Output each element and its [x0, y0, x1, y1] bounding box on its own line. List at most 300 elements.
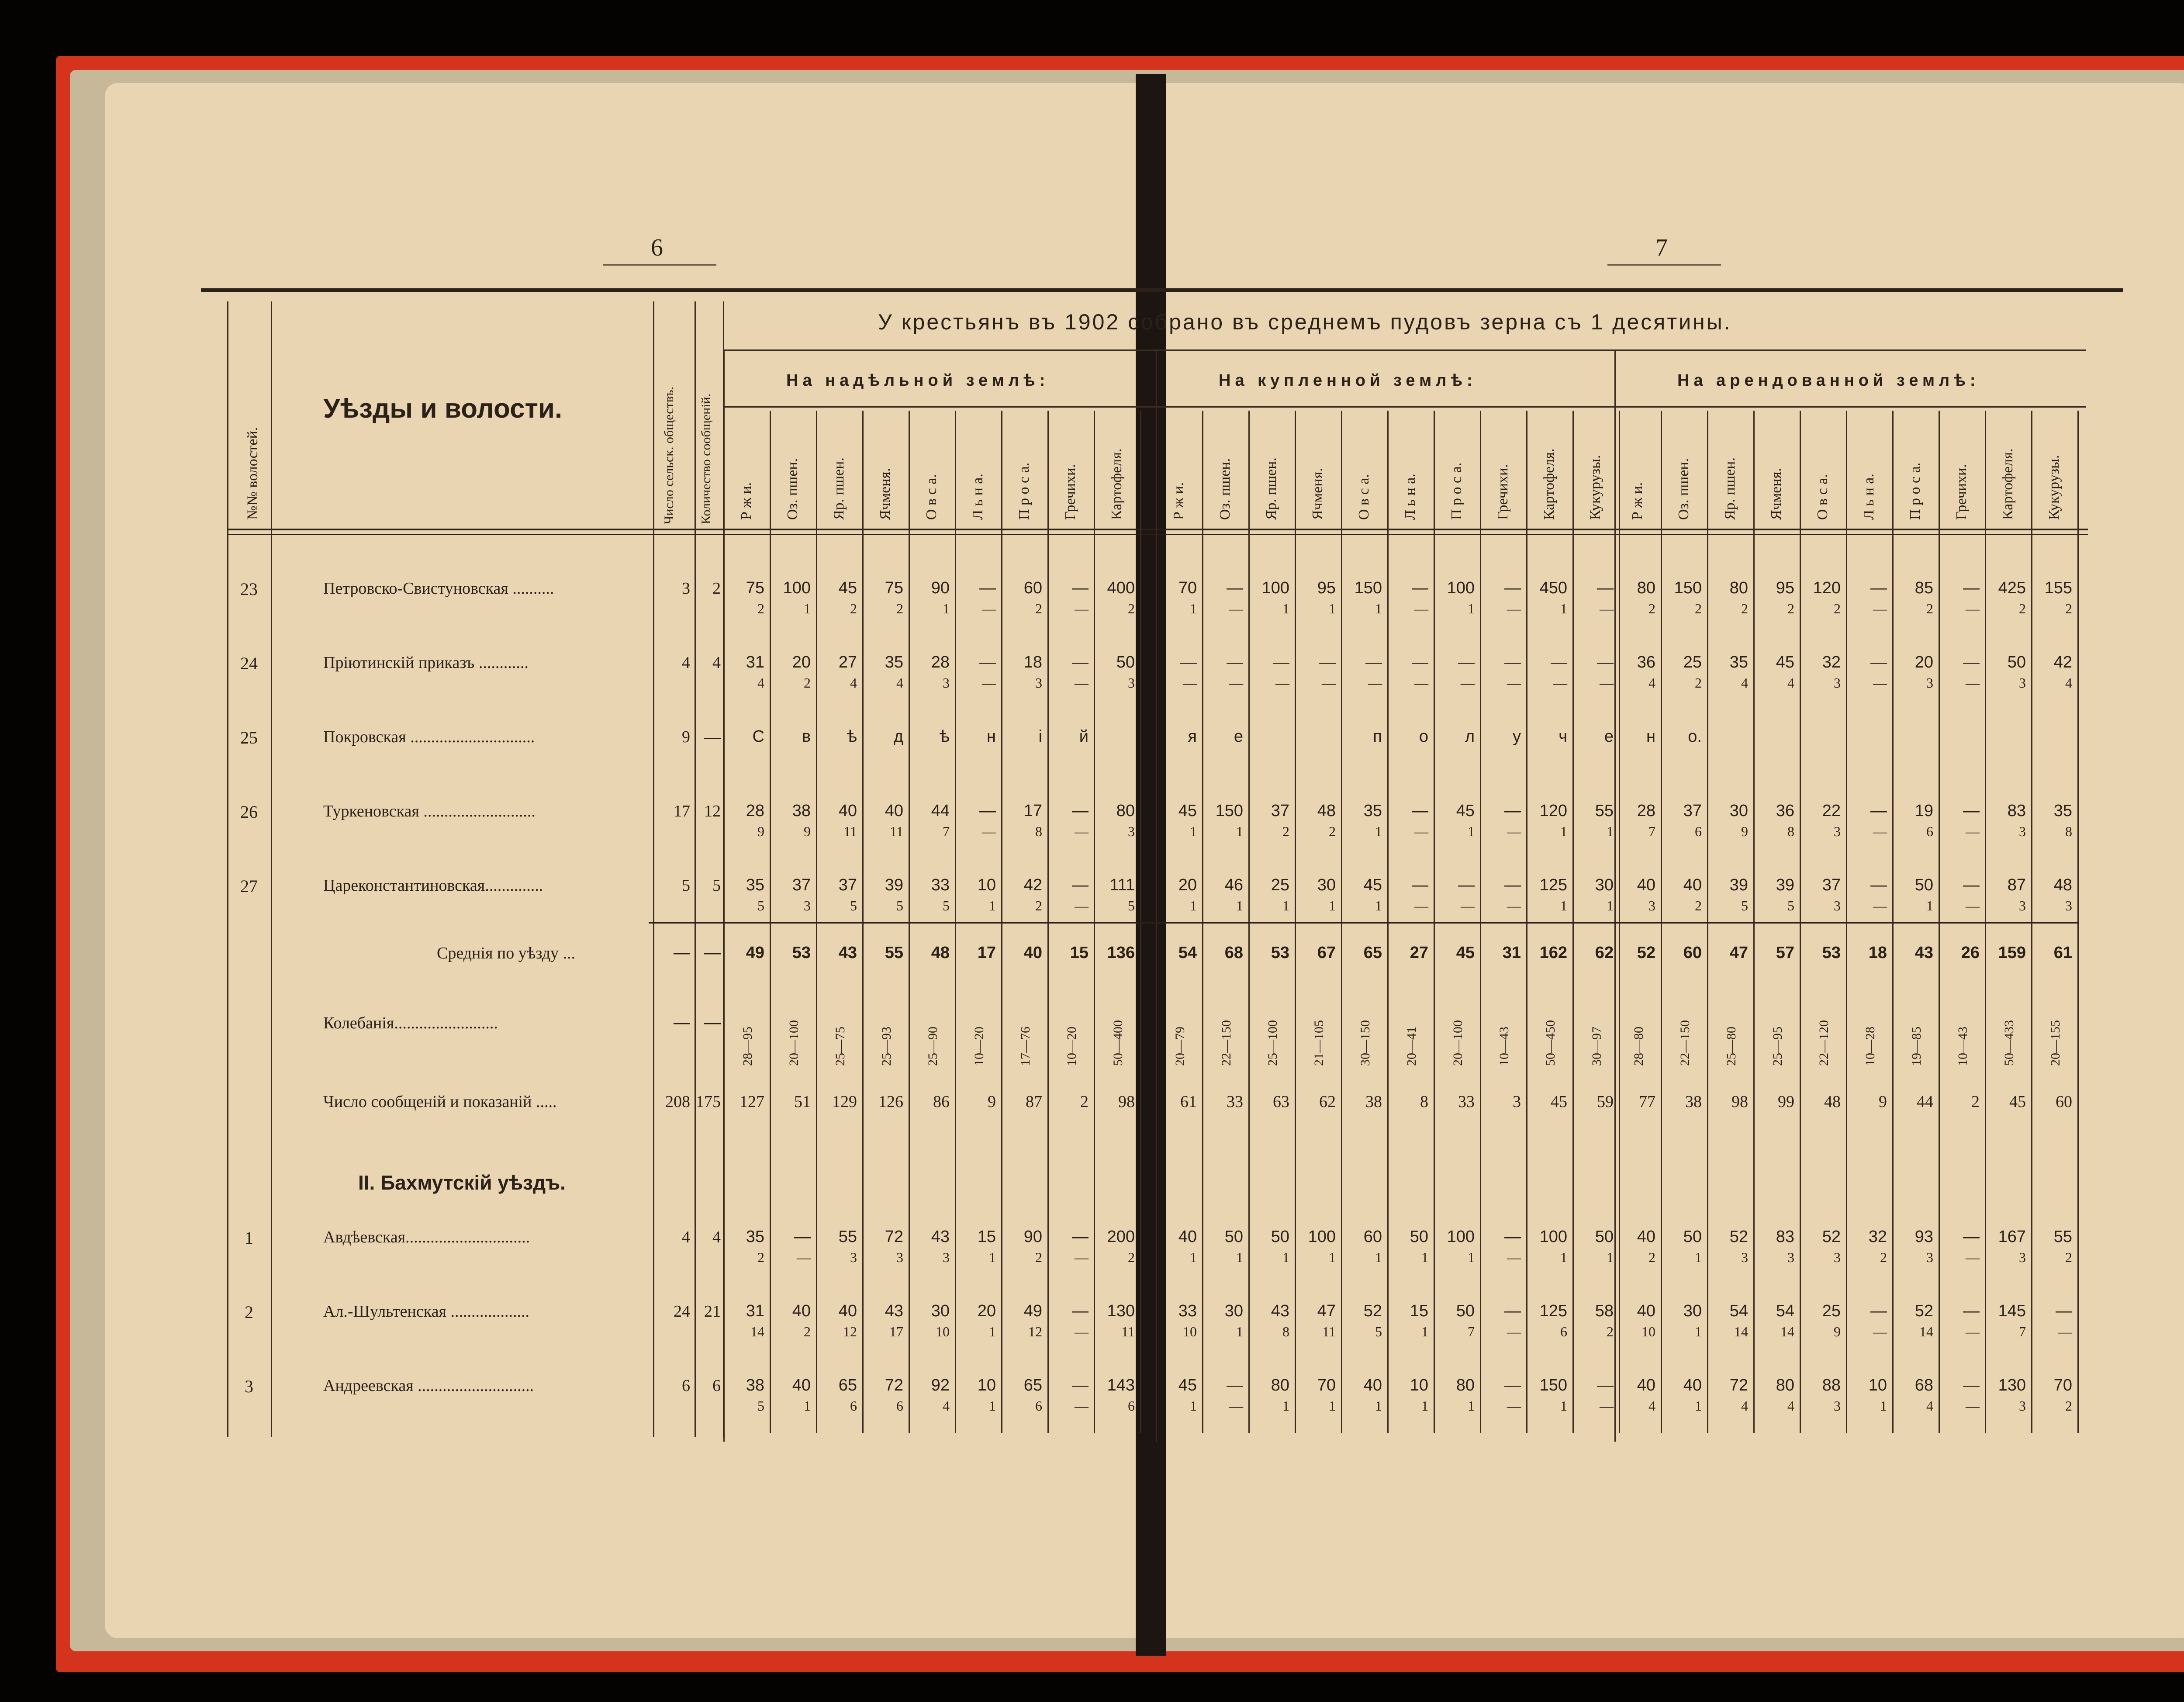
- group-header-1: На купленной землѣ:: [1219, 371, 1477, 390]
- cell-count: 2: [2019, 601, 2026, 616]
- cell-count: —: [982, 675, 996, 691]
- group-line-1: [1156, 349, 1157, 1442]
- cell-value: 80: [1456, 1376, 1475, 1394]
- row-reports: 12: [704, 802, 721, 820]
- column-header: О в с а.: [923, 474, 940, 520]
- cell-value: 37: [838, 876, 857, 894]
- cell-count: 8: [1282, 1324, 1289, 1339]
- cell-count: 2: [804, 1324, 811, 1339]
- cell-value: 50: [1914, 876, 1933, 894]
- range-value: 20—155: [2048, 1020, 2063, 1066]
- count-value: 77: [1639, 1093, 1655, 1111]
- cell-value: 45: [1776, 653, 1794, 671]
- cell-value: 31: [746, 653, 764, 671]
- cell-value: 25: [1822, 1302, 1841, 1320]
- row-name: Покровская ..............................: [323, 728, 535, 746]
- cell-value: 143: [1107, 1376, 1135, 1394]
- cell-count: —: [797, 1249, 811, 1265]
- cell-count: —: [1966, 601, 1980, 616]
- count-c2: 175: [696, 1093, 721, 1111]
- count-label: Число сообщеній и показаній .....: [323, 1093, 557, 1111]
- column-header: Оз. пшен.: [784, 458, 801, 520]
- range-value: 28—80: [1631, 1027, 1646, 1066]
- count-value: 38: [1685, 1093, 1702, 1111]
- range-value: 10—20: [972, 1027, 986, 1066]
- column-header: Яр. пшен.: [1722, 457, 1738, 520]
- header-district: Уѣзды и волости.: [323, 394, 563, 424]
- avg-value: 26: [1961, 944, 1980, 962]
- cell-value: 125: [1539, 1302, 1567, 1320]
- cell-value: 30: [1595, 876, 1614, 894]
- cell-value: —: [1870, 1302, 1887, 1320]
- cell-count: —: [1229, 1398, 1243, 1414]
- count-value: 127: [740, 1093, 764, 1111]
- cell-value: 150: [1354, 579, 1382, 597]
- cell-value: 90: [1023, 1228, 1042, 1246]
- cell-value: —: [979, 653, 996, 671]
- column-header: Картофеля.: [1109, 448, 1125, 520]
- range-value: 22—150: [1219, 1020, 1234, 1066]
- column-header: Гречихи.: [1495, 464, 1511, 520]
- cell-value: л: [1465, 727, 1475, 746]
- cell-value: —: [979, 802, 996, 820]
- cell-count: 1: [1695, 1324, 1702, 1339]
- cell-value: 50: [2007, 653, 2026, 671]
- cell-value: 10: [977, 1376, 996, 1394]
- cell-value: —: [1458, 876, 1475, 894]
- cell-value: —: [1365, 653, 1382, 671]
- range-value: 20—41: [1404, 1027, 1419, 1066]
- cell-count: 2: [1787, 601, 1794, 616]
- count-value: 98: [1731, 1093, 1748, 1111]
- cell-count: 11: [843, 823, 857, 839]
- avg-value: 53: [1271, 944, 1289, 962]
- cell-value: 40: [885, 802, 903, 820]
- cell-value: 18: [1023, 653, 1042, 671]
- cell-count: —: [1075, 823, 1089, 839]
- cell-count: 2: [1926, 601, 1933, 616]
- cell-count: 2: [1648, 1249, 1655, 1265]
- cell-count: 5: [1128, 898, 1135, 913]
- cell-value: 54: [1729, 1302, 1748, 1320]
- cell-count: 3: [850, 1249, 857, 1265]
- cell-count: 14: [1919, 1324, 1933, 1339]
- cell-count: 1: [1236, 898, 1243, 913]
- cell-value: —: [1963, 579, 1980, 597]
- main-title: У крестьянъ въ 1902 собрано въ среднемъ пудовъ зерна съ 1 десятины.: [878, 310, 1732, 334]
- cell-value: 40: [1683, 1376, 1702, 1394]
- cell-value: 20: [977, 1302, 996, 1320]
- cell-count: 8: [2065, 823, 2072, 839]
- range-value: 20—79: [1173, 1027, 1187, 1066]
- cell-value: —: [1870, 653, 1887, 671]
- summary-rule: [649, 922, 2079, 924]
- cell-value: —: [1597, 653, 1614, 671]
- cell-value: —: [1504, 802, 1521, 820]
- cell-value: 28: [746, 802, 764, 820]
- avg-c2: —: [704, 944, 721, 962]
- cell-value: 38: [746, 1376, 764, 1394]
- column-header: Оз. пшен.: [1676, 458, 1692, 520]
- column-header: Р ж и.: [1171, 482, 1187, 520]
- avg-label: Среднія по уѣзду ...: [437, 944, 576, 962]
- column-header: Яр. пшен.: [1263, 457, 1279, 520]
- count-value: 8: [1420, 1093, 1428, 1111]
- cell-count: 3: [2019, 1249, 2026, 1265]
- cell-count: 3: [2019, 823, 2026, 839]
- cell-count: 5: [1787, 898, 1794, 913]
- cell-value: —: [1412, 876, 1428, 894]
- cell-value: 72: [885, 1376, 903, 1394]
- cell-value: 54: [1776, 1302, 1794, 1320]
- cell-value: й: [1079, 727, 1089, 746]
- avg-value: 61: [2053, 944, 2072, 962]
- cell-value: 28: [931, 653, 950, 671]
- cell-value: 50: [1271, 1228, 1289, 1246]
- cell-value: 50: [1456, 1302, 1475, 1320]
- cell-count: 1: [1468, 601, 1475, 616]
- cell-count: 2: [1128, 1249, 1135, 1265]
- row-number: 23: [240, 579, 258, 599]
- cell-count: 2: [757, 1249, 764, 1265]
- cell-count: 6: [1560, 1324, 1567, 1339]
- cell-count: 1: [1880, 1398, 1887, 1414]
- cell-value: 50: [1595, 1228, 1614, 1246]
- cell-count: 2: [2065, 1249, 2072, 1265]
- cell-count: —: [1966, 898, 1980, 913]
- cell-value: —: [1072, 802, 1089, 820]
- cell-value: 17: [1023, 802, 1042, 820]
- avg-value: 136: [1107, 944, 1135, 962]
- page-number-rule-right: [1607, 264, 1721, 266]
- cell-value: 87: [2007, 876, 2026, 894]
- cell-count: —: [1966, 1398, 1980, 1414]
- cell-value: —: [1072, 1228, 1089, 1246]
- cell-value: 145: [1998, 1302, 2026, 1320]
- cell-count: 2: [1695, 898, 1702, 913]
- row-communities: 24: [674, 1302, 690, 1321]
- avg-value: 43: [838, 944, 857, 962]
- cell-value: 30: [1683, 1302, 1702, 1320]
- cell-count: —: [1229, 601, 1243, 616]
- cell-count: 1: [1329, 1249, 1336, 1265]
- cell-value: 92: [931, 1376, 950, 1394]
- cell-value: 450: [1539, 579, 1567, 597]
- cell-value: 30: [1224, 1302, 1243, 1320]
- cell-count: —: [1507, 675, 1521, 691]
- cell-value: —: [1319, 653, 1336, 671]
- cell-count: 8: [1035, 823, 1042, 839]
- cell-count: —: [2058, 1324, 2072, 1339]
- cell-value: 40: [792, 1302, 811, 1320]
- cell-count: 1: [1375, 1398, 1382, 1414]
- range-value: 25—93: [879, 1027, 894, 1066]
- cell-count: —: [1461, 898, 1475, 913]
- cell-value: 33: [931, 876, 950, 894]
- section-heading: II. Бахмутскій уѣздъ.: [358, 1171, 566, 1194]
- column-header: Картофеля.: [2000, 448, 2016, 520]
- cell-count: 1: [1421, 1398, 1428, 1414]
- cell-value: 48: [2053, 876, 2072, 894]
- column-header: Р ж и.: [1629, 482, 1645, 520]
- cell-count: 1: [1282, 898, 1289, 913]
- cell-value: 20: [792, 653, 811, 671]
- cell-count: 1: [804, 1398, 811, 1414]
- cell-count: 1: [1282, 601, 1289, 616]
- cell-count: —: [1461, 675, 1475, 691]
- cell-value: —: [1963, 1302, 1980, 1320]
- page-number-left: 6: [651, 234, 663, 261]
- range-value: 17—76: [1018, 1027, 1033, 1066]
- cell-count: —: [1275, 675, 1289, 691]
- cell-value: 35: [1729, 653, 1748, 671]
- cell-count: 10: [1183, 1324, 1197, 1339]
- range-value: 10—20: [1064, 1027, 1079, 1066]
- cell-count: 9: [757, 823, 764, 839]
- row-name: Пріютинскій приказъ ............: [323, 654, 529, 672]
- cell-value: 85: [1914, 579, 1933, 597]
- row-number: 2: [245, 1302, 253, 1322]
- cell-count: —: [1966, 1324, 1980, 1339]
- column-header: Яр. пшен.: [831, 457, 847, 520]
- cell-count: 11: [1322, 1324, 1336, 1339]
- cell-count: 2: [1329, 823, 1336, 839]
- cell-count: 2: [896, 601, 903, 616]
- cell-value: 120: [1813, 579, 1841, 597]
- cell-value: 70: [1178, 579, 1197, 597]
- cell-count: 1: [989, 1398, 996, 1414]
- cell-count: 2: [2065, 601, 2072, 616]
- cell-count: 1: [1236, 1249, 1243, 1265]
- cell-count: —: [1414, 601, 1428, 616]
- cell-count: 6: [1035, 1398, 1042, 1414]
- column-header: Ячменя.: [1768, 468, 1784, 520]
- cell-count: —: [1507, 1398, 1521, 1414]
- cell-value: 40: [1637, 1302, 1655, 1320]
- row-number: 24: [240, 654, 258, 673]
- cell-value: 65: [838, 1376, 857, 1394]
- cell-value: 40: [1363, 1376, 1382, 1394]
- column-header: О в с а.: [1356, 474, 1372, 520]
- header-bottom-rule-2: [227, 534, 2088, 535]
- column-header: Л ь н а.: [1402, 474, 1418, 520]
- cell-value: —: [1504, 1228, 1521, 1246]
- count-value: 129: [832, 1093, 857, 1111]
- cell-count: 10: [1641, 1324, 1655, 1339]
- cell-value: —: [794, 1228, 811, 1246]
- row-reports: 21: [704, 1302, 721, 1321]
- range-value: 10—43: [1956, 1027, 1970, 1066]
- cell-count: 5: [943, 898, 950, 913]
- cell-value: е: [1234, 727, 1243, 746]
- range-value: 20—100: [787, 1020, 801, 1066]
- cell-value: 95: [1317, 579, 1336, 597]
- cell-count: 3: [1834, 675, 1841, 691]
- cell-count: 12: [843, 1324, 857, 1339]
- avg-value: 31: [1502, 944, 1521, 962]
- range-value: 22—120: [1817, 1020, 1831, 1066]
- cell-value: 111: [1109, 876, 1135, 894]
- row-reports: 5: [712, 876, 721, 895]
- cell-value: —: [1072, 1302, 1089, 1320]
- cell-value: —: [1504, 876, 1521, 894]
- cell-value: —: [1597, 1376, 1614, 1394]
- cell-value: 75: [885, 579, 903, 597]
- cell-value: —: [1963, 653, 1980, 671]
- cell-value: 72: [885, 1228, 903, 1246]
- cell-value: 50: [1410, 1228, 1428, 1246]
- cell-count: 3: [2019, 675, 2026, 691]
- cell-value: 40: [1637, 1228, 1655, 1246]
- cell-count: 10: [936, 1324, 950, 1339]
- cell-count: 5: [1741, 898, 1748, 913]
- cell-count: 1: [1560, 1249, 1567, 1265]
- row-name: Андреевская ............................: [323, 1377, 534, 1395]
- row-reports: 4: [712, 1228, 721, 1246]
- row-name: Авдѣевская..............................: [323, 1228, 530, 1246]
- cell-value: 40: [838, 802, 857, 820]
- cell-value: —: [1412, 653, 1428, 671]
- count-value: 45: [2009, 1093, 2026, 1111]
- cell-value: 36: [1776, 802, 1794, 820]
- cell-count: 3: [2065, 898, 2072, 913]
- avg-value: 47: [1729, 944, 1748, 962]
- cell-count: 1: [989, 1249, 996, 1265]
- cell-value: 32: [1822, 653, 1841, 671]
- cell-value: 46: [1224, 876, 1243, 894]
- cell-count: 3: [1834, 823, 1841, 839]
- cell-count: 3: [1741, 1249, 1748, 1265]
- cell-count: 1: [1468, 1249, 1475, 1265]
- cell-value: 37: [1683, 802, 1702, 820]
- cell-count: —: [1322, 675, 1336, 691]
- cell-value: я: [1188, 727, 1197, 746]
- avg-value: 162: [1539, 944, 1567, 962]
- cell-value: 150: [1539, 1376, 1567, 1394]
- cell-count: 4: [1787, 675, 1794, 691]
- count-value: 87: [1026, 1093, 1042, 1111]
- cell-count: 1: [1329, 1398, 1336, 1414]
- cell-count: 3: [1834, 898, 1841, 913]
- count-value: 63: [1273, 1093, 1289, 1111]
- cell-count: 3: [943, 1249, 950, 1265]
- row-number: 26: [240, 802, 258, 822]
- cell-count: 1: [1695, 1249, 1702, 1265]
- cell-value: 32: [1868, 1228, 1887, 1246]
- cell-value: —: [2056, 1302, 2072, 1320]
- cell-value: 49: [1023, 1302, 1042, 1320]
- cell-value: і: [1038, 727, 1042, 746]
- cell-value: 15: [1410, 1302, 1428, 1320]
- cell-count: 3: [1648, 898, 1655, 913]
- cell-count: 11: [890, 823, 903, 839]
- cell-value: 52: [1914, 1302, 1933, 1320]
- row-communities: 6: [682, 1377, 690, 1395]
- count-value: 2: [1971, 1093, 1980, 1111]
- cell-value: 83: [2007, 802, 2026, 820]
- cell-value: у: [1513, 727, 1521, 746]
- cell-value: 90: [931, 579, 950, 597]
- cell-value: ч: [1559, 727, 1567, 746]
- cell-value: 93: [1914, 1228, 1933, 1246]
- cell-value: 150: [1674, 579, 1702, 597]
- count-value: 3: [1513, 1093, 1521, 1111]
- cell-count: 4: [896, 675, 903, 691]
- range-value: 21—105: [1312, 1020, 1326, 1066]
- cell-count: 5: [896, 898, 903, 913]
- column-header: О в с а.: [1814, 474, 1831, 520]
- cell-value: 39: [1729, 876, 1748, 894]
- count-value: 99: [1778, 1093, 1794, 1111]
- cell-value: —: [1963, 1376, 1980, 1394]
- row-name: Ал.-Шультенская ...................: [323, 1302, 529, 1321]
- cell-value: 200: [1107, 1228, 1135, 1246]
- cell-count: 2: [1880, 1249, 1887, 1265]
- count-value: 33: [1227, 1093, 1243, 1111]
- row-reports: —: [704, 728, 721, 746]
- cell-count: 3: [2019, 1398, 2026, 1414]
- cell-count: 4: [1648, 1398, 1655, 1414]
- avg-value: 54: [1178, 944, 1197, 962]
- cell-value: ѣ: [939, 727, 950, 746]
- col-line-num: [271, 301, 272, 1437]
- row-communities: 4: [682, 654, 690, 672]
- range-value: 25—95: [1770, 1027, 1785, 1066]
- count-c1: 208: [665, 1093, 690, 1111]
- cell-count: 5: [757, 1398, 764, 1414]
- cell-count: 6: [1128, 1398, 1135, 1414]
- cell-value: —: [1870, 802, 1887, 820]
- cell-value: 167: [1998, 1228, 2026, 1246]
- cell-count: 2: [1128, 601, 1135, 616]
- cell-count: 1: [1236, 823, 1243, 839]
- cell-value: —: [1072, 1376, 1089, 1394]
- cell-count: 1: [1329, 601, 1336, 616]
- cell-value: 50: [1116, 653, 1135, 671]
- cell-value: —: [1072, 653, 1089, 671]
- cell-value: 100: [1539, 1228, 1567, 1246]
- row-number: 25: [240, 728, 258, 747]
- cell-count: —: [1507, 1249, 1521, 1265]
- row-communities: 4: [682, 1228, 690, 1246]
- cell-value: 130: [1107, 1302, 1135, 1320]
- column-header: Ячменя.: [877, 468, 893, 520]
- cell-count: 8: [1787, 823, 1794, 839]
- header-communities: Число сельск. обществъ.: [662, 386, 676, 524]
- cell-count: 4: [1787, 1398, 1794, 1414]
- cell-value: 45: [1178, 802, 1197, 820]
- cell-value: 83: [1776, 1228, 1794, 1246]
- cell-count: —: [1507, 823, 1521, 839]
- count-value: 45: [1551, 1093, 1567, 1111]
- cell-count: 3: [896, 1249, 903, 1265]
- cell-count: 3: [1128, 675, 1135, 691]
- column-header: Кукурузы.: [2046, 455, 2062, 520]
- range-value: 25—80: [1724, 1027, 1738, 1066]
- avg-value: 43: [1914, 944, 1933, 962]
- cell-count: 1: [1421, 1249, 1428, 1265]
- cell-count: 9: [1741, 823, 1748, 839]
- cell-value: 55: [2053, 1228, 2072, 1246]
- cell-count: 17: [889, 1324, 903, 1339]
- cell-count: 4: [1648, 675, 1655, 691]
- cell-value: —: [1504, 579, 1521, 597]
- cell-count: 3: [1834, 1249, 1841, 1265]
- cell-value: —: [1504, 1376, 1521, 1394]
- cell-count: 2: [1035, 1249, 1042, 1265]
- cell-count: 2: [757, 601, 764, 616]
- cell-value: в: [802, 727, 811, 746]
